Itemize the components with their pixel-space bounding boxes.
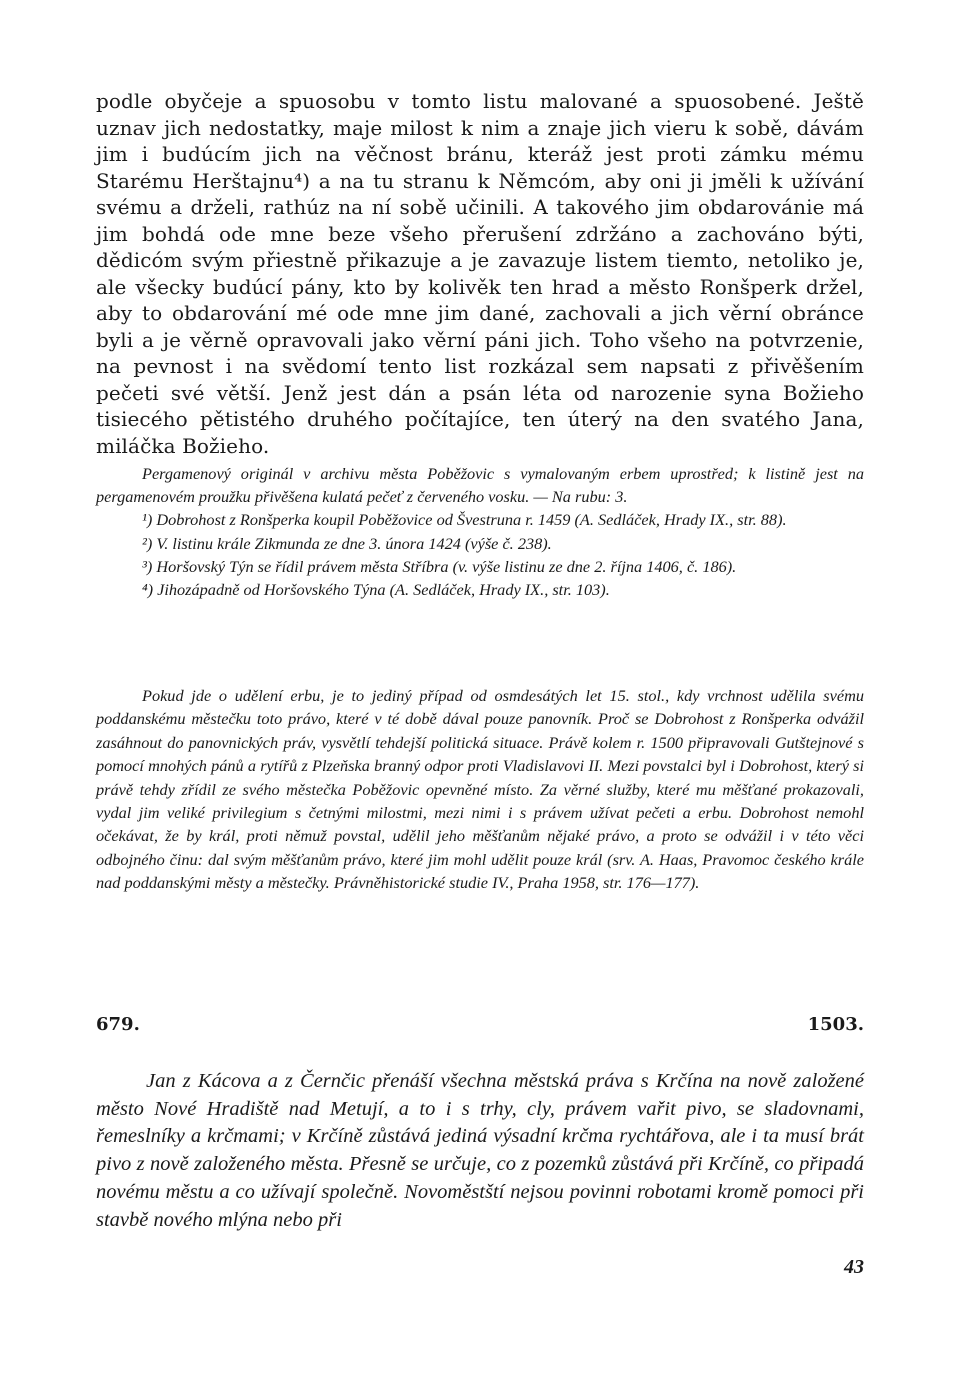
page-number: 43 [844,1256,864,1278]
entry-summary [96,1068,864,1234]
footnote-4: ⁴) Jihozápadně od Horšovského Týna (A. Sedláček, Hrady IX., str. 103). [142,580,610,600]
entry-number: 679. [96,1014,140,1035]
commentary-paragraph: Pokud jde o udělení erbu, je to jediný případ od osmdesátých let 15. stol., kdy vrchnost udělila svému poddanskému městečku toto právo, které v té době dával pouze panovník. Proč se Dobrohost z Ronšperka odvážil zasáhnout do panovnických práv, vysvětlí tehdejší politická situace. Právě kolem r. 1500 připravovali Gutštejnové s pomocí mnohých pánů a rytířů z Plzeňska branný odpor proti Vladislavovi II. Mezi povstalci byl i Dobrohost, který si právě tehdy zřídil ze svého městečka Poběžovic opevněné místo. Za věrné služby, které mu měšťané prokazovali, vydal jim veliké privilegium s četnými milostmi, mezi nimi i s právem užívat pečeti a erbu. Dobrohost nemohl očekávat, že by král, proti němuž povstal, udělil jeho měšťanům nějaké právo, a proto se odvážil i v této věci odbojného činu: dal svým měšťanům právo, které jim mohl udělit pouze král (srv. A. Haas, Pravomoc českého krále nad poddanskými městy a městečky. Právněhistorické studie IV., Praha 1958, str. 176—177). [96,686,864,893]
entry-header [96,1014,864,1035]
summary-paragraph: Jan z Kácova a z Černčic přenáší všechna městská práva s Krčína na nově založené město Nové Hradiště nad Metují, a to i s trhy, cly, právem vařit pivo, se sladovnami, řemeslníky a krčmami; v Krčíně zůstává jediná výsadní krčma rychtářova, ale i ta musí brát pivo z nově založeného města. Přesně se určuje, co z pozemků zůstává při Krčíně, co připadá novému městu a co užívají společně. Novoměstští nejsou povinni robotami kromě pomoci při stavbě nového mlýna nebo při [96,1070,864,1231]
footnote-3: ³) Horšovský Týn se řídil právem města Stříbra (v. výše listinu ze dne 2. října 1406, č. 186). [142,556,737,576]
notes-section [96,462,864,601]
footnote-2: ²) V. listinu krále Zikmunda ze dne 3. února 1424 (výše č. 238). [142,533,552,553]
entry-year: 1503. [807,1014,864,1035]
commentary-section [96,684,864,895]
source-note: Pergamenový originál v archivu města Poběžovic s vymalovaným erbem uprostřed; k listině jest na pergamenovém proužku přivěšena kulatá pečeť z červeného vosku. — Na rubu: 3. [96,464,864,507]
charter-text: podle obyčeje a spuosobu v tomto listu malované a spuosobené. Ještě uznav jich nedostatky, maje milost k nim a znaje jich vieru k sobě, dávám jim i budúcím jich na věčnost bránu, kteráž jest proti zámku mému Starému Herštajnu⁴) a na tu stranu k Němcóm, aby oni ji jměli k užívání svému a drželi, rathúz na ní sobě učinili. A takového jim obdarovánie má jim bohdá ode mne beze všeho přerušení zdržáno a zachováno býti, dědicóm svým přiestně přikazuje a je zavazuje listem tiemto, netoliko je, ale všecky budúcí pány, kto by kolivěk ten hrad a město Ronšperk držel, aby to obdarování mé ode mne jim dané, zachovali a jich věrní obránce byli a je věrně opravovali jako věrní páni jich. Toho všeho na potvrzenie, na pevnost i na svědomí tento list rozkázal sem napsati z přivěšením pečeti své větší. Jenž jest dán a psán léta od narozenie syna Božieho tisiecého pětistého druhého počítajíce, ten úterý na den svatého Jana, miláčka Božieho. [96,89,864,458]
footnote-1: ¹) Dobrohost z Ronšperka koupil Poběžovice od Švestruna r. 1459 (A. Sedláček, Hrady IX., str. 88). [142,510,787,530]
